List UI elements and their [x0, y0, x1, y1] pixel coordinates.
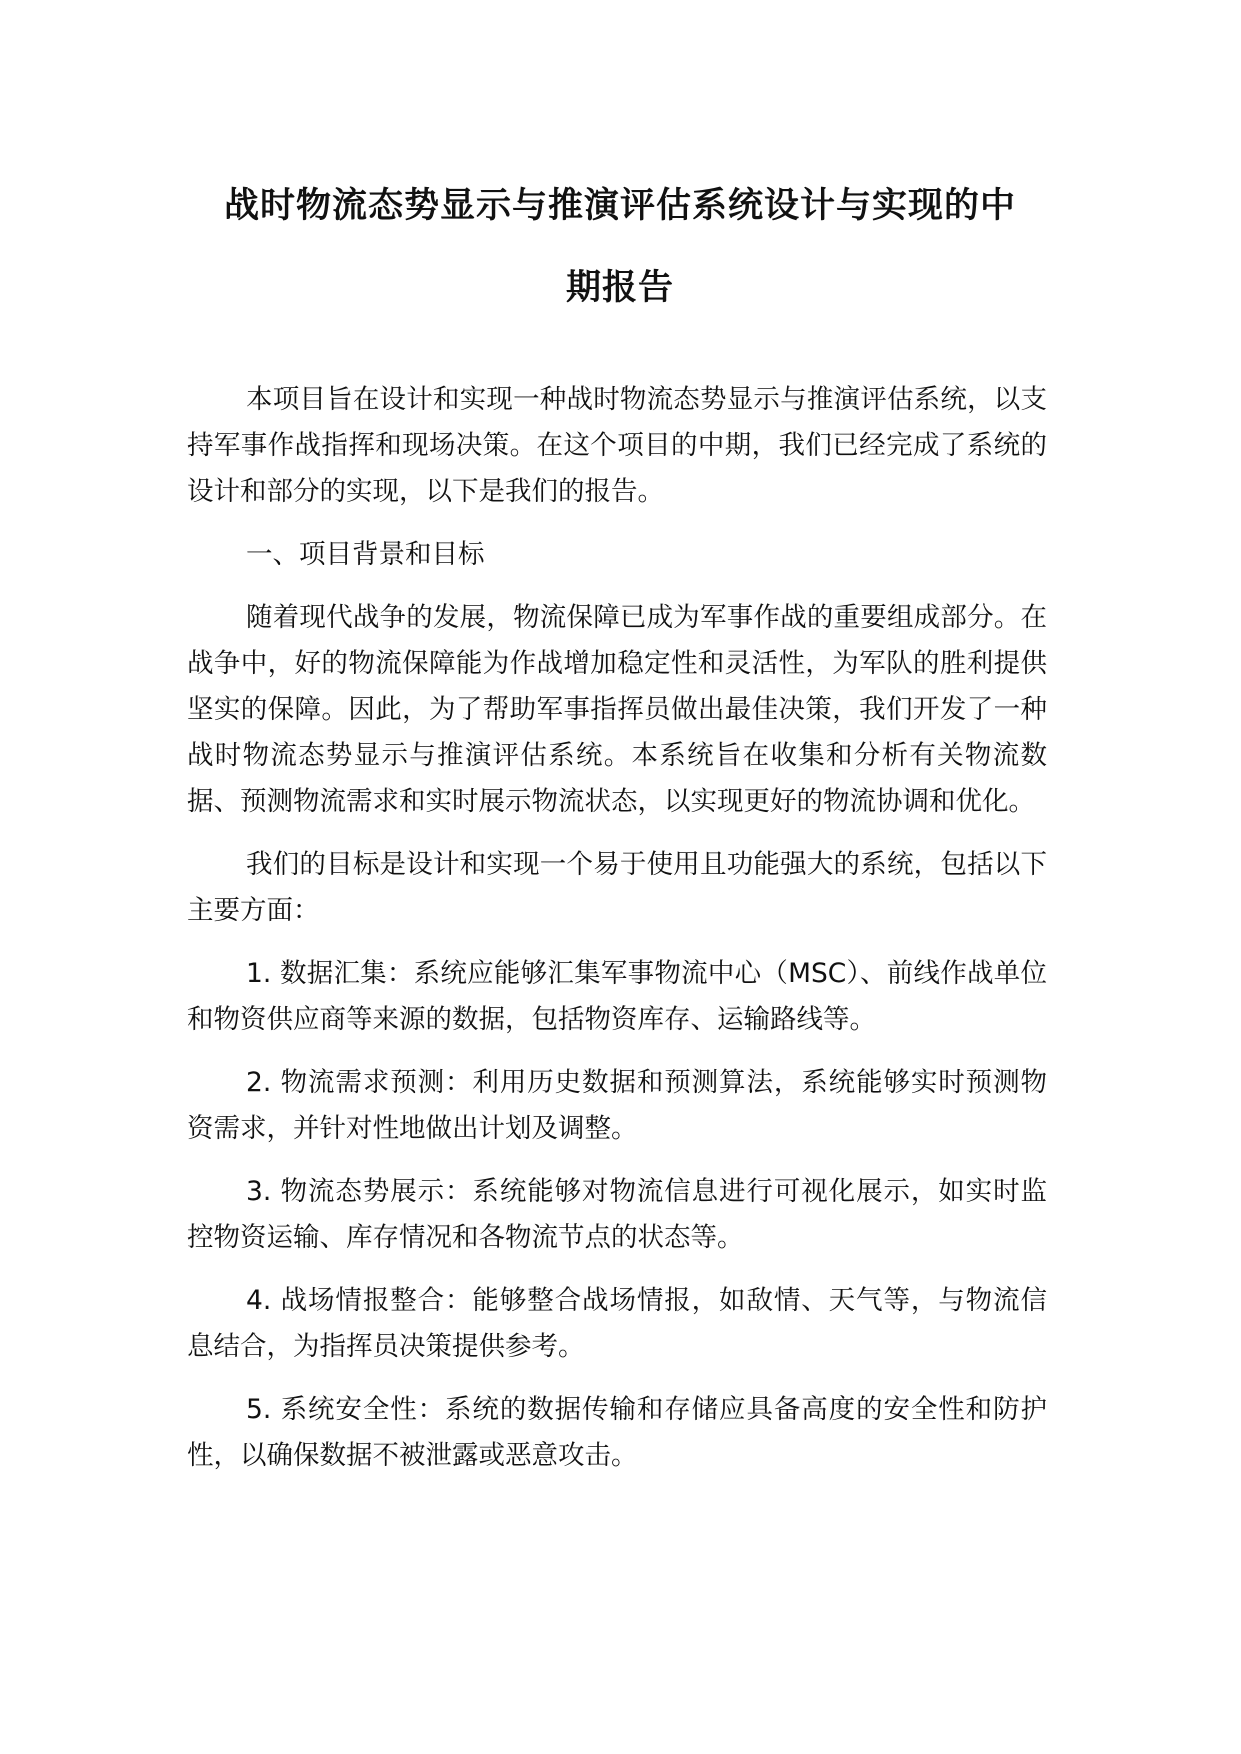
intro-paragraph: 本项目旨在设计和实现一种战时物流态势显示与推演评估系统，以支持军事作战指挥和现场决策。在这个项目的中期，我们已经完成了系统的设计和部分的实现，以下是我们的报告。: [187, 384, 1047, 507]
document-body: [187, 377, 1047, 1496]
goal-item-1: 1. 数据汇集：系统应能够汇集军事物流中心（MSC）、前线作战单位和物资供应商等来源的数据，包括物资库存、运输路线等。: [187, 958, 1047, 1035]
section-heading-background: 一、项目背景和目标: [246, 539, 485, 570]
goal-item-5: 5. 系统安全性：系统的数据传输和存储应具备高度的安全性和防护性，以确保数据不被泄露或恶意攻击。: [187, 1394, 1047, 1471]
goal-item-3: 3. 物流态势展示：系统能够对物流信息进行可视化展示，如实时监控物资运输、库存情况和各物流节点的状态等。: [187, 1176, 1047, 1253]
goal-item-2: 2. 物流需求预测：利用历史数据和预测算法，系统能够实时预测物资需求，并针对性地做出计划及调整。: [187, 1067, 1047, 1144]
document-title-line-1: 战时物流态势显示与推演评估系统设计与实现的中: [223, 186, 1016, 226]
background-paragraph: 随着现代战争的发展，物流保障已成为军事作战的重要组成部分。在战争中，好的物流保障能为作战增加稳定性和灵活性，为军队的胜利提供坚实的保障。因此，为了帮助军事指挥员做出最佳决策，我们开发了一种战时物流态势显示与推演评估系统。本系统旨在收集和分析有关物流数据、预测物流需求和实时展示物流状态，以实现更好的物流协调和优化。: [187, 602, 1047, 817]
goals-paragraph: 我们的目标是设计和实现一个易于使用且功能强大的系统，包括以下主要方面：: [187, 849, 1047, 926]
document-title-line-2: 期报告: [565, 268, 674, 308]
goal-item-4: 4. 战场情报整合：能够整合战场情报，如敌情、天气等，与物流信息结合，为指挥员决策提供参考。: [187, 1285, 1047, 1362]
